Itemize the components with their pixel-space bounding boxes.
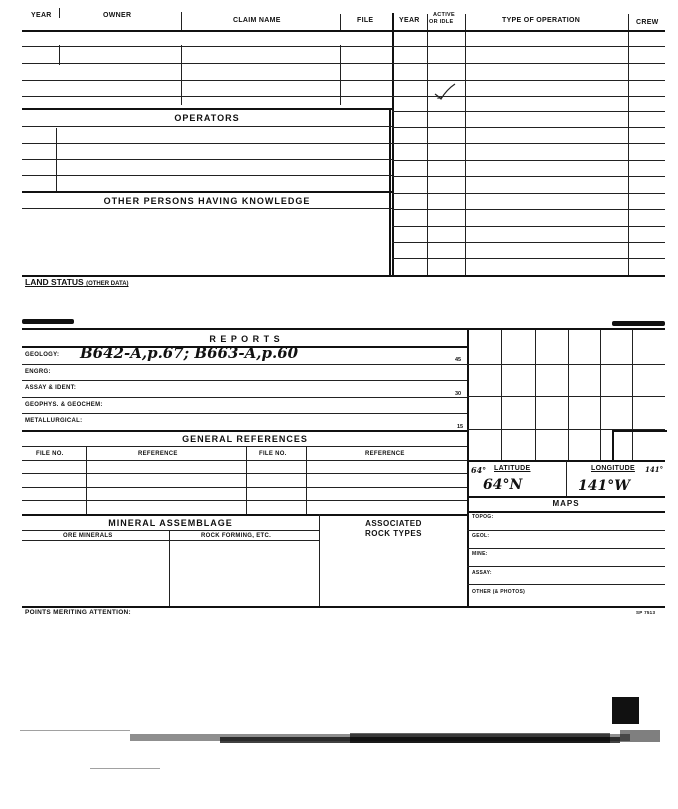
mineral-assemblage-title: MINERAL ASSEMBLAGE bbox=[108, 518, 233, 528]
maps-other-photos-label: OTHER (& PHOTOS) bbox=[472, 589, 526, 595]
latitude-label: LATITUDE bbox=[494, 465, 531, 472]
maps-geol-label: GEOL: bbox=[472, 533, 490, 539]
points-meriting-attention-label: POINTS MERITING ATTENTION: bbox=[25, 609, 132, 616]
header-year: YEAR bbox=[31, 12, 52, 19]
latitude-prefix: 64° bbox=[471, 465, 487, 475]
land-status-sublabel: (OTHER DATA) bbox=[86, 281, 129, 287]
geology-label: GEOLOGY: bbox=[25, 352, 60, 358]
scan-smudge-right bbox=[612, 321, 665, 326]
associated-label: ASSOCIATED bbox=[365, 519, 422, 528]
longitude-label: LONGITUDE bbox=[591, 465, 635, 472]
scan-noise-band bbox=[20, 720, 670, 780]
ore-minerals-label: ORE MINERALS bbox=[63, 533, 113, 539]
operators-title: OPERATORS bbox=[174, 113, 240, 123]
header-owner: OWNER bbox=[103, 12, 132, 19]
form-number: SP 7513 bbox=[636, 610, 656, 615]
header-year-2: YEAR bbox=[399, 17, 420, 24]
check-mark-icon bbox=[432, 82, 458, 102]
other-persons-title: OTHER PERSONS HAVING KNOWLEDGE bbox=[103, 196, 311, 206]
header-active: ACTIVE bbox=[433, 12, 455, 18]
scale-45: 45 bbox=[455, 357, 462, 363]
scan-smudge-left bbox=[22, 319, 74, 324]
reports-title: R E P O R T S bbox=[209, 334, 281, 344]
header-or-idle: OR IDLE bbox=[429, 19, 454, 25]
general-references-title: GENERAL REFERENCES bbox=[182, 434, 308, 444]
longitude-value: 141°W bbox=[578, 478, 630, 494]
header-claim-name: CLAIM NAME bbox=[233, 17, 281, 24]
ref-header-reference-1: REFERENCE bbox=[138, 451, 178, 457]
land-status-heading bbox=[25, 277, 129, 287]
rock-forming-label: ROCK FORMING, ETC. bbox=[201, 533, 272, 539]
longitude-suffix: 141° bbox=[645, 465, 664, 474]
land-status-label: LAND STATUS bbox=[25, 277, 84, 287]
metallurgical-label: METALLURGICAL: bbox=[25, 418, 83, 424]
scale-30: 30 bbox=[455, 391, 462, 397]
latitude-value: 64°N bbox=[483, 477, 523, 493]
ref-header-file-no-1: FILE NO. bbox=[36, 451, 64, 457]
engrg-label: ENGRG: bbox=[25, 369, 51, 375]
maps-title: MAPS bbox=[552, 499, 580, 508]
header-crew: CREW bbox=[636, 19, 659, 26]
assay-ident-label: ASSAY & IDENT: bbox=[25, 385, 77, 391]
ref-header-file-no-2: FILE NO. bbox=[259, 451, 287, 457]
geophys-geochem-label: GEOPHYS. & GEOCHEM: bbox=[25, 402, 103, 408]
header-file: FILE bbox=[357, 17, 374, 24]
location-marker bbox=[612, 430, 667, 462]
geology-value: B642-A,p.67; B663-A,p.60 bbox=[80, 344, 299, 362]
maps-topog-label: TOPOG: bbox=[472, 514, 494, 520]
maps-mine-label: MINE: bbox=[472, 551, 488, 557]
rock-types-label: ROCK TYPES bbox=[364, 529, 422, 538]
scale-15: 15 bbox=[457, 424, 464, 430]
header-type-of-operation: TYPE OF OPERATION bbox=[502, 17, 581, 24]
ref-header-reference-2: REFERENCE bbox=[365, 451, 405, 457]
maps-assay-label: ASSAY: bbox=[472, 570, 492, 576]
